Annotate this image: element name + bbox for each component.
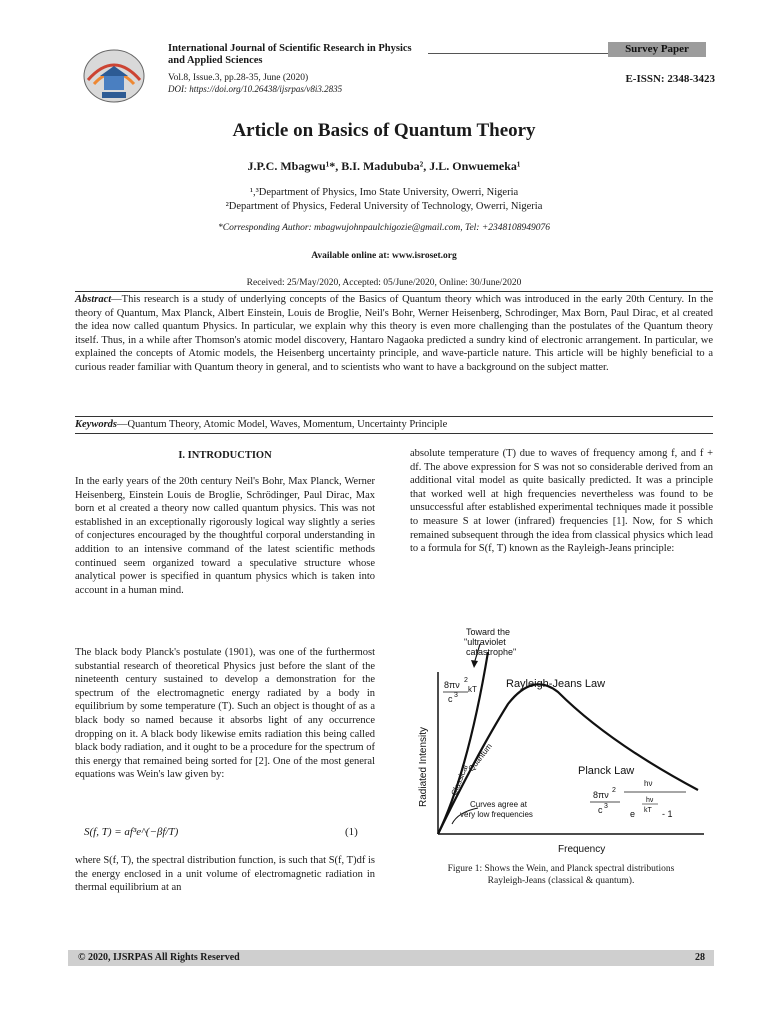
intro-paragraph-1: In the early years of the 20th century Neil's Bohr, Max Planck, Werner Heisenberg, Einstein Louis de Broglie, Schrödinger, Paul Dirac, Max born et al created a theory now called quantum physics. This was not established in an exceptionally rigorously logical way slightly a series of conjectures encouraged by the thoughtful corporal understanding in addition to an intensive command of the latest scientific methods continued seem organized toward a speculative structure whose analytical power is specified in quantum physics which is taken into account in a human mind.	[75, 476, 375, 596]
right-paragraph: absolute temperature (T) due to waves of frequency among f, and f + df. The above expression for S was not so considerable derived from an additional vital model as quite basically predicted. It was a principle that worked well at high frequencies nevertheless was found to be unsuccessful after established experimental techniques made it possible to measure S at lower (infrared) frequencies [1]. Now, for S which remained subsequent through the idea from classical physics which lead to a formula for S(f, T) known as the Rayleigh-Jeans principle:	[410, 448, 713, 555]
caption-line-1: Figure 1: Shows the Wein, and Planck spectral distributions	[447, 864, 675, 874]
intro-paragraph-2: The black body Planck's postulate (1901), was one of the furthermost substantial research of theoretical Physics just before the slant of the nineteenth century sustained to develop a demonstration for the spectrum of the electromagnetic energy radiated by a body in equilibrium by some temperature (T). Such an object is thought of as a black body so named because it absorbs light of any occurrence dropping on it. A black body likewise emits radiation this being called black body radiation, and it ought to be a procedure for the spectrum of this energy that remained being sorted for [2]. One of the most general equations was Wein's law given by:	[75, 647, 375, 781]
intro-paragraph-3: where S(f, T), the spectral distribution function, is such that S(f, T)df is the energy enclosed in a unit volume of electromagnetic radiation in thermal equilibrium at an	[75, 855, 375, 894]
paper-title: Article on Basics of Quantum Theory	[232, 120, 536, 141]
paper-type-badge: Survey Paper	[608, 42, 706, 57]
header-rule	[428, 53, 608, 54]
figure-caption	[408, 863, 714, 887]
rj-formula-num: 8πν	[444, 680, 460, 690]
planck-num: 8πν	[593, 790, 609, 800]
abstract-label: Abstract	[75, 294, 112, 305]
planck-e: e	[630, 809, 636, 819]
keywords-label: Keywords	[75, 419, 117, 430]
volume-info: Vol.8, Issue.3, pp.28-35, June (2020)	[168, 73, 309, 83]
keywords	[75, 418, 713, 431]
journal-name: International Journal of Scientific Research in Physics and Applied Sciences	[168, 43, 412, 66]
agree-label-2: very low frequencies	[460, 810, 533, 819]
x-axis-label: Frequency	[558, 844, 606, 855]
rj-formula-kt: kT	[468, 685, 477, 694]
y-axis-label: Radiated Intensity	[418, 726, 429, 807]
equation-number: (1)	[345, 826, 358, 838]
planck-den: c	[598, 805, 603, 815]
planck-num-exp: 2	[612, 787, 616, 794]
uv-label-1: Toward the	[466, 627, 511, 637]
rj-formula-den-exp: 3	[454, 692, 458, 699]
keywords-text: —Quantum Theory, Atomic Model, Waves, Momentum, Uncertainty Principle	[117, 419, 448, 430]
journal-logo	[78, 40, 150, 106]
affiliation-1: ¹,³Department of Physics, Imo State University, Owerri, Nigeria	[249, 187, 519, 198]
rj-label: Rayleigh-Jeans Law	[506, 678, 606, 690]
planck-exp-den: kT	[644, 807, 652, 814]
abstract	[75, 293, 713, 375]
keywords-bottom-rule	[75, 433, 713, 434]
planck-hv: hν	[644, 779, 653, 788]
planck-den-exp: 3	[604, 803, 608, 810]
received-dates: Received: 25/May/2020, Accepted: 05/June/2020, Online: 30/June/2020	[246, 278, 522, 288]
abstract-text: —This research is a study of underlying concepts of the Basics of Quantum theory which was introduced in the early 20th Century. In the theory of Quantum, Max Planck, Albert Einstein, Louis de Broglie, Neil's Bohr, Werner Heisenberg, Schrodinger, Max Born, Paul Dirac, et al created the idea now called quantum Physics. In particular, we explain why this theory is even more challenging than the postulates of the Quantum theory itself. Thus, in a while after Thomson's atomic model discovery, Hantaro Nagaoka predicted a sundry kind of electronic arrangement. In particular, we explained the concepts of Atomic models, the Heisenberg uncertainty principle, and wave-particle nature. This article will be highly beneficial to a curious reader familiar with Quantum theory in general, and to scientists who want to have a background on the subject matter.	[75, 294, 713, 373]
planck-label: Planck Law	[578, 765, 635, 777]
corresponding-author[interactable]: *Corresponding Author: mbagwujohnpaulchigozie@gmail.com, Tel: +2348108949076	[218, 223, 550, 233]
uv-label-3: catastrophe"	[466, 647, 517, 657]
section-heading: I. INTRODUCTION	[178, 450, 272, 461]
page-number: 28	[695, 952, 705, 963]
quantum-label: Quantum	[466, 741, 494, 774]
rj-formula-exp: 2	[464, 677, 468, 684]
issn: E-ISSN: 2348-3423	[625, 73, 715, 85]
doi-link[interactable]: DOI: https://doi.org/10.26438/ijsrpas/v8i3.2835	[168, 84, 343, 94]
agree-label-1: Curves agree at	[470, 800, 527, 809]
rj-formula-den: c	[448, 694, 453, 704]
planck-exp-num: hν	[646, 797, 654, 804]
abstract-top-rule	[75, 291, 713, 292]
author-list: J.P.C. Mbagwu¹*, B.I. Madububa², J.L. Onwuemeka¹	[247, 159, 521, 173]
copyright: © 2020, IJSRPAS All Rights Reserved	[78, 952, 240, 963]
available-online[interactable]: Available online at: www.isroset.org	[311, 251, 457, 261]
keywords-top-rule	[75, 416, 713, 417]
blackbody-figure	[408, 612, 714, 862]
uv-label-2: "ultraviolet	[464, 637, 506, 647]
equation-1: S(f, T) = af³e^(−βf/T)	[84, 826, 179, 838]
planck-minus: - 1	[662, 809, 673, 819]
caption-line-2: Rayleigh-Jeans (classical & quantum).	[487, 876, 635, 886]
affiliation-2: ²Department of Physics, Federal University of Technology, Owerri, Nigeria	[225, 201, 543, 212]
classical-label: Classical	[449, 763, 470, 797]
